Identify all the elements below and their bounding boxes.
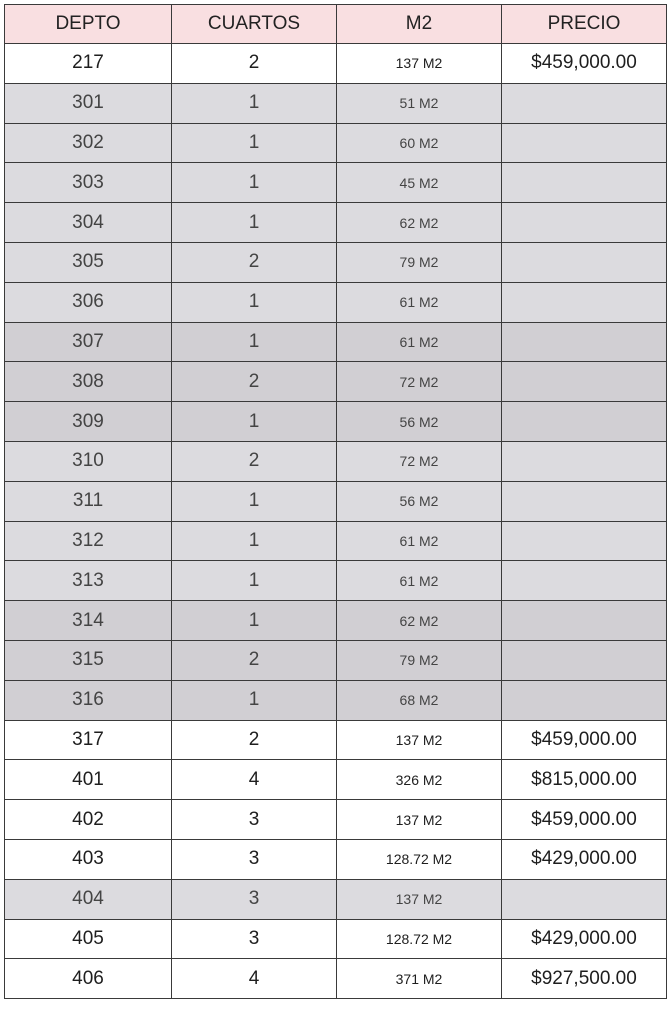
depto-cell: 311: [5, 481, 172, 521]
depto-cell: 406: [5, 959, 172, 999]
table-row: [5, 680, 667, 720]
header-m2: M2: [337, 5, 502, 44]
m2-cell: 45 M2: [337, 163, 502, 203]
precio-cell: [502, 402, 667, 442]
precio-cell: [502, 362, 667, 402]
m2-cell: 61 M2: [337, 282, 502, 322]
table-row: [5, 83, 667, 123]
table-row: [5, 640, 667, 680]
table-row: [5, 441, 667, 481]
precio-cell: $429,000.00: [502, 919, 667, 959]
cuartos-cell: 3: [172, 800, 337, 840]
table-row: [5, 561, 667, 601]
precio-cell: [502, 521, 667, 561]
precio-cell: [502, 680, 667, 720]
m2-cell: 137 M2: [337, 720, 502, 760]
table-row: [5, 601, 667, 641]
depto-cell: 217: [5, 44, 172, 84]
cuartos-cell: 1: [172, 561, 337, 601]
table-row: [5, 800, 667, 840]
cuartos-cell: 2: [172, 44, 337, 84]
table-row: [5, 242, 667, 282]
cuartos-cell: 1: [172, 481, 337, 521]
table-row: [5, 123, 667, 163]
cuartos-cell: 1: [172, 203, 337, 243]
cuartos-cell: 3: [172, 839, 337, 879]
depto-cell: 317: [5, 720, 172, 760]
table-row: [5, 959, 667, 999]
m2-cell: 62 M2: [337, 203, 502, 243]
cuartos-cell: 1: [172, 601, 337, 641]
table-row: [5, 163, 667, 203]
cuartos-cell: 2: [172, 242, 337, 282]
precio-cell: [502, 481, 667, 521]
depto-cell: 403: [5, 839, 172, 879]
m2-cell: 61 M2: [337, 561, 502, 601]
precio-cell: [502, 282, 667, 322]
table-row: [5, 879, 667, 919]
m2-cell: 137 M2: [337, 879, 502, 919]
table-row: [5, 362, 667, 402]
cuartos-cell: 1: [172, 163, 337, 203]
depto-cell: 307: [5, 322, 172, 362]
precio-cell: [502, 640, 667, 680]
m2-cell: 56 M2: [337, 481, 502, 521]
table-row: [5, 402, 667, 442]
price-list-sheet: [4, 4, 666, 999]
cuartos-cell: 4: [172, 760, 337, 800]
m2-cell: 68 M2: [337, 680, 502, 720]
m2-cell: 60 M2: [337, 123, 502, 163]
cuartos-cell: 3: [172, 919, 337, 959]
precio-cell: [502, 601, 667, 641]
m2-cell: 62 M2: [337, 601, 502, 641]
m2-cell: 326 M2: [337, 760, 502, 800]
cuartos-cell: 2: [172, 362, 337, 402]
cuartos-cell: 1: [172, 402, 337, 442]
precio-cell: [502, 242, 667, 282]
table-row: [5, 760, 667, 800]
header-cuartos: CUARTOS: [172, 5, 337, 44]
m2-cell: 56 M2: [337, 402, 502, 442]
table-row: [5, 322, 667, 362]
m2-cell: 137 M2: [337, 44, 502, 84]
depto-cell: 405: [5, 919, 172, 959]
header-precio: PRECIO: [502, 5, 667, 44]
cuartos-cell: 1: [172, 123, 337, 163]
cuartos-cell: 1: [172, 521, 337, 561]
precio-cell: [502, 203, 667, 243]
m2-cell: 61 M2: [337, 322, 502, 362]
depto-cell: 309: [5, 402, 172, 442]
table-row: [5, 481, 667, 521]
depto-cell: 306: [5, 282, 172, 322]
precio-cell: [502, 123, 667, 163]
depto-cell: 404: [5, 879, 172, 919]
m2-cell: 72 M2: [337, 362, 502, 402]
precio-cell: [502, 83, 667, 123]
depto-cell: 308: [5, 362, 172, 402]
depto-cell: 401: [5, 760, 172, 800]
cuartos-cell: 3: [172, 879, 337, 919]
m2-cell: 128.72 M2: [337, 839, 502, 879]
apartment-price-table: [4, 4, 667, 999]
precio-cell: $459,000.00: [502, 720, 667, 760]
depto-cell: 402: [5, 800, 172, 840]
m2-cell: 371 M2: [337, 959, 502, 999]
table-row: [5, 919, 667, 959]
precio-cell: [502, 441, 667, 481]
cuartos-cell: 1: [172, 680, 337, 720]
depto-cell: 301: [5, 83, 172, 123]
precio-cell: $429,000.00: [502, 839, 667, 879]
depto-cell: 315: [5, 640, 172, 680]
table-header-row: [5, 5, 667, 44]
depto-cell: 312: [5, 521, 172, 561]
cuartos-cell: 4: [172, 959, 337, 999]
m2-cell: 79 M2: [337, 640, 502, 680]
cuartos-cell: 1: [172, 322, 337, 362]
m2-cell: 51 M2: [337, 83, 502, 123]
table-row: [5, 521, 667, 561]
table-row: [5, 44, 667, 84]
depto-cell: 304: [5, 203, 172, 243]
cuartos-cell: 2: [172, 720, 337, 760]
depto-cell: 313: [5, 561, 172, 601]
cuartos-cell: 1: [172, 83, 337, 123]
table-row: [5, 839, 667, 879]
precio-cell: [502, 163, 667, 203]
cuartos-cell: 1: [172, 282, 337, 322]
cuartos-cell: 2: [172, 441, 337, 481]
m2-cell: 61 M2: [337, 521, 502, 561]
m2-cell: 137 M2: [337, 800, 502, 840]
depto-cell: 310: [5, 441, 172, 481]
precio-cell: [502, 561, 667, 601]
m2-cell: 79 M2: [337, 242, 502, 282]
m2-cell: 72 M2: [337, 441, 502, 481]
table-body: [5, 44, 667, 999]
depto-cell: 305: [5, 242, 172, 282]
precio-cell: $815,000.00: [502, 760, 667, 800]
depto-cell: 303: [5, 163, 172, 203]
table-row: [5, 282, 667, 322]
precio-cell: $459,000.00: [502, 44, 667, 84]
precio-cell: [502, 322, 667, 362]
depto-cell: 314: [5, 601, 172, 641]
m2-cell: 128.72 M2: [337, 919, 502, 959]
precio-cell: [502, 879, 667, 919]
cuartos-cell: 2: [172, 640, 337, 680]
table-row: [5, 720, 667, 760]
precio-cell: $459,000.00: [502, 800, 667, 840]
precio-cell: $927,500.00: [502, 959, 667, 999]
depto-cell: 302: [5, 123, 172, 163]
header-depto: DEPTO: [5, 5, 172, 44]
table-row: [5, 203, 667, 243]
depto-cell: 316: [5, 680, 172, 720]
